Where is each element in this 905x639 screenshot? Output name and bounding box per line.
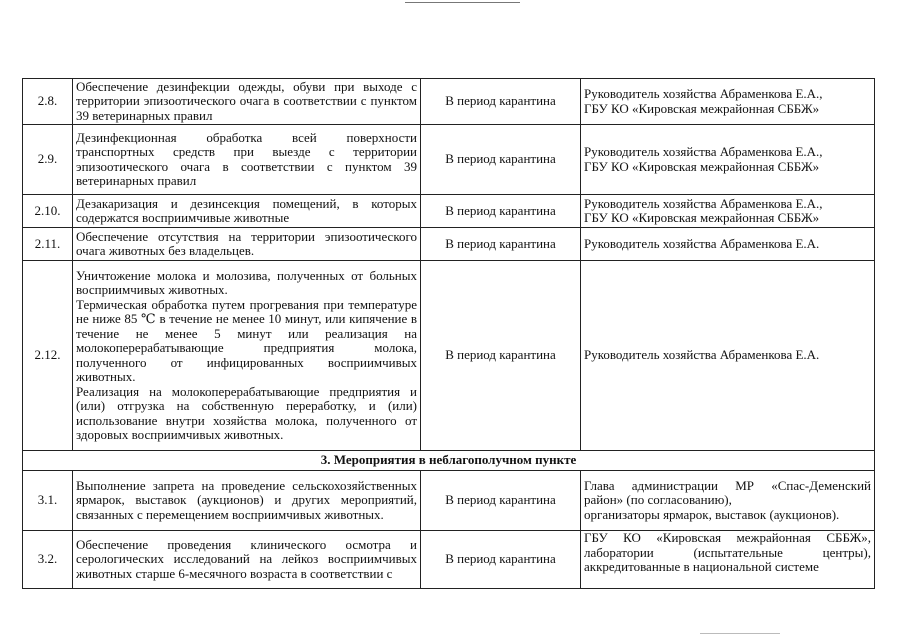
row-number: 2.12. xyxy=(23,261,73,451)
period-cell: В период карантина xyxy=(421,125,581,195)
responsible-line: ГБУ КО «Кировская межрайонная СББЖ» xyxy=(584,158,820,174)
task-text: Реализация на молокоперерабатывающие предприятия и (или) отгрузка на собственную переработку, и (или) использование внутри хозяйства молока, полученного от здоровых восприимчивых животных. xyxy=(76,383,417,442)
row-number: 2.10. xyxy=(23,195,73,228)
task-text: Обеспечение отсутствия на территории эпизоотического очага животных без владельцев. xyxy=(76,228,417,258)
task-text: Дезинфекционная обработка всей поверхности транспортных средств при выезде с территории эпизоотического очага в соответствии с пунктом 39 ветеринарных правил xyxy=(76,129,417,188)
task-text: Дезакаризация и дезинсекция помещений, в которых содержатся восприимчивые животные xyxy=(76,195,417,225)
row-number: 2.8. xyxy=(23,79,73,125)
task-cell xyxy=(73,531,421,589)
row-number: 3.1. xyxy=(23,471,73,531)
responsible-cell xyxy=(581,79,875,125)
table-row xyxy=(23,79,875,125)
table-row xyxy=(23,228,875,261)
row-number: 3.2. xyxy=(23,531,73,589)
measures-table xyxy=(22,78,875,589)
row-number: 2.11. xyxy=(23,228,73,261)
responsible-line: организаторы ярмарок, выставок (аукционов). xyxy=(584,506,840,522)
task-cell xyxy=(73,79,421,125)
task-cell xyxy=(73,195,421,228)
section-title: 3. Мероприятия в неблагополучном пункте xyxy=(23,451,875,471)
task-text: Термическая обработка путем прогревания при температуре не ниже 85 ℃ в течение не менее 10 минут, или кипячение в течение не менее 5 минут или реализация на молокоперерабатывающие предприятия молока, полученного от инфицированных восприимчивых животных. xyxy=(76,296,417,384)
table-row xyxy=(23,195,875,228)
top-rule xyxy=(405,2,520,3)
bottom-rule xyxy=(700,633,780,634)
task-text: Выполнение запрета на проведение сельскохозяйственных ярмарок, выставок (аукционов) и других мероприятий, связанных с перемещением восприимчивых животных. xyxy=(76,477,417,522)
responsible-line: Руководитель хозяйства Абраменкова Е.А., xyxy=(584,144,823,159)
task-cell xyxy=(73,261,421,451)
task-text: Уничтожение молока и молозива, полученных от больных восприимчивых животных. xyxy=(76,267,417,297)
task-text: Обеспечение дезинфекции одежды, обуви при выходе с территории эпизоотического очага в соответствии с пунктом 39 ветеринарных правил xyxy=(76,78,417,123)
table-row xyxy=(23,261,875,451)
period-cell: В период карантина xyxy=(421,531,581,589)
responsible-cell xyxy=(581,531,875,589)
period-cell: В период карантина xyxy=(421,261,581,451)
period-cell: В период карантина xyxy=(421,195,581,228)
task-text: Обеспечение проведения клинического осмотра и серологических исследований на лейкоз восприимчивых животных старше 6-месячного возраста в соответствии с xyxy=(76,537,417,581)
period-cell: В период карантина xyxy=(421,79,581,125)
responsible-line: Руководитель хозяйства Абраменкова Е.А., xyxy=(584,195,823,211)
responsible-cell xyxy=(581,125,875,195)
responsible-cell xyxy=(581,195,875,228)
responsible-line: Руководитель хозяйства Абраменкова Е.А., xyxy=(584,86,823,101)
table-row xyxy=(23,471,875,531)
responsible-line: Руководитель хозяйства Абраменкова Е.А. xyxy=(584,347,820,363)
responsible-cell xyxy=(581,471,875,531)
task-cell xyxy=(73,125,421,195)
row-number: 2.9. xyxy=(23,125,73,195)
table-row xyxy=(23,531,875,589)
responsible-cell xyxy=(581,228,875,261)
period-cell: В период карантина xyxy=(421,228,581,261)
responsible-line: ГБУ КО «Кировская межрайонная СББЖ», лаборатории (испытательные центры), аккредитованные в национальной системе xyxy=(584,531,871,574)
task-cell xyxy=(73,228,421,261)
responsible-line: ГБУ КО «Кировская межрайонная СББЖ» xyxy=(584,210,820,225)
responsible-line: Руководитель хозяйства Абраменкова Е.А. xyxy=(584,235,820,251)
responsible-line: Глава администрации МР «Спас-Деменский район» (по согласованию), xyxy=(584,477,871,508)
responsible-line: ГБУ КО «Кировская межрайонная СББЖ» xyxy=(584,100,820,116)
task-cell xyxy=(73,471,421,531)
responsible-cell xyxy=(581,261,875,451)
section-header-row xyxy=(23,451,875,471)
period-cell: В период карантина xyxy=(421,471,581,531)
table-row xyxy=(23,125,875,195)
